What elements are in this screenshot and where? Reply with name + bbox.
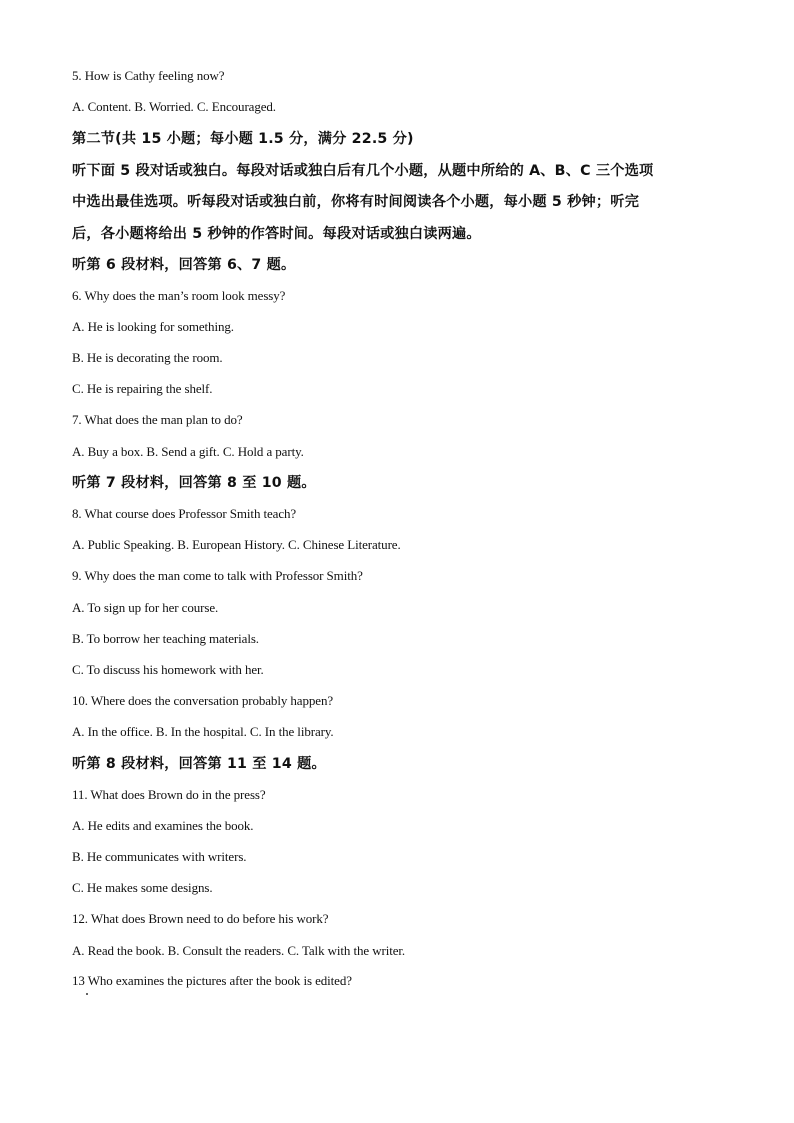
question-8: 8. What course does Professor Smith teach? (72, 506, 297, 521)
section-2-header: 第二节(共 15 小题；每小题 1.5 分，满分 22.5 分) (72, 131, 414, 147)
question-5-options: A. Content. B. Worried. C. Encouraged. (72, 99, 276, 114)
question-12: 12. What does Brown need to do before his work? (72, 911, 329, 926)
question-7-options: A. Buy a box. B. Send a gift. C. Hold a party. (72, 444, 304, 459)
segment-7-header: 听第 7 段材料，回答第 8 至 10 题。 (72, 475, 316, 491)
question-6-option-c: C. He is repairing the shelf. (72, 381, 213, 396)
instructions-line-3: 后，各小题将给出 5 秒钟的作答时间。每段对话或独白读两遍。 (72, 226, 481, 242)
question-11: 11. What does Brown do in the press? (72, 787, 266, 802)
question-11-option-a: A. He edits and examines the book. (72, 818, 254, 833)
segment-8-header: 听第 8 段材料，回答第 11 至 14 题。 (72, 756, 326, 772)
question-9: 9. Why does the man come to talk with Professor Smith? (72, 568, 363, 583)
question-10-options: A. In the office. B. In the hospital. C. In the library. (72, 724, 334, 739)
stray-dot-mark (86, 993, 88, 995)
question-9-option-c: C. To discuss his homework with her. (72, 662, 264, 677)
question-11-option-b: B. He communicates with writers. (72, 849, 247, 864)
question-9-option-a: A. To sign up for her course. (72, 600, 219, 615)
question-10: 10. Where does the conversation probably happen? (72, 693, 334, 708)
question-6-option-b: B. He is decorating the room. (72, 350, 223, 365)
question-9-option-b: B. To borrow her teaching materials. (72, 631, 259, 646)
question-13: 13 Who examines the pictures after the book is edited? (72, 973, 352, 988)
question-7: 7. What does the man plan to do? (72, 412, 243, 427)
instructions-line-1: 听下面 5 段对话或独白。每段对话或独白后有几个小题，从题中所给的 A、B、C 三个选项 (72, 163, 654, 179)
segment-6-header: 听第 6 段材料，回答第 6、7 题。 (72, 257, 296, 273)
instructions-line-2: 中选出最佳选项。听每段对话或独白前，你将有时间阅读各个小题，每小题 5 秒钟；听完 (72, 194, 640, 210)
question-11-option-c: C. He makes some designs. (72, 880, 213, 895)
question-6-option-a: A. He is looking for something. (72, 319, 234, 334)
question-5: 5. How is Cathy feeling now? (72, 68, 225, 83)
question-8-options: A. Public Speaking. B. European History. C. Chinese Literature. (72, 537, 401, 552)
question-12-options: A. Read the book. B. Consult the readers. C. Talk with the writer. (72, 943, 406, 958)
question-6: 6. Why does the man’s room look messy? (72, 288, 286, 303)
